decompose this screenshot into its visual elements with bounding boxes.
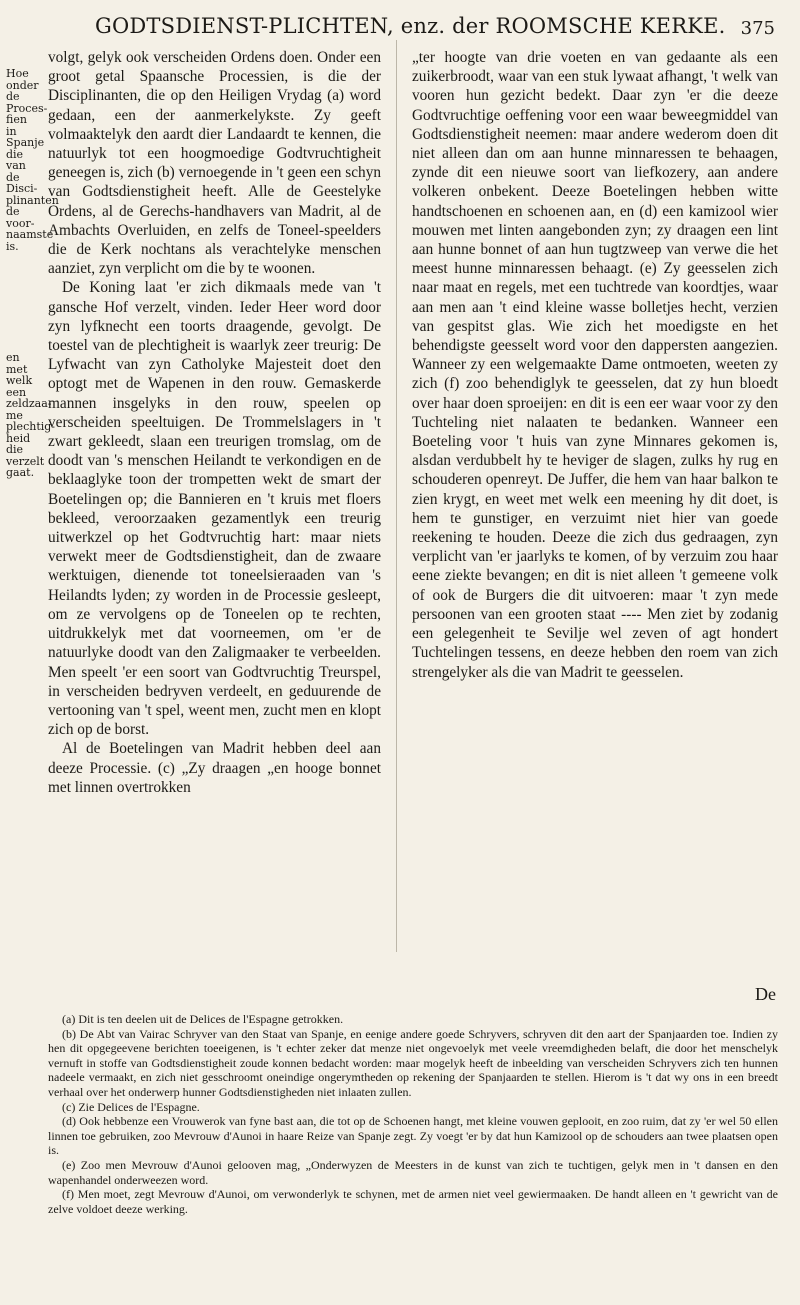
running-title: GODTSDIENST-PLICHTEN, enz. der ROOMSCHE KERKE. (95, 14, 726, 38)
left-paragraph-2: De Koning laat 'er zich dikmaals mede van 't gansche Hof verzelt, vinden. Ieder Heer word door zyn lyfknecht een toorts draagende, gevolgt. De toestel van de plechtigheit is waarlyk zeer treurig: De Lyfwacht van zyn Catholyke Majesteit doet den optogt met de Wapenen in den rouw. Gemaskerde mannen insgelyks in den rouw, speelen op verscheiden speeltuigen. De Trommelslagers in 't zwart gekleedt, slaan een treurigen tromslag, om de doodt van 's menschen Heilandt te verkondigen en de beklaaglyke toon der trompetten wekt de smart der Boetelingen op; die Bannieren en 't kruis met floers bekleed, veroorzaaken gezamentlyk een treurig uitwerkzel op het Godtvruchtig hart: maar niets verwekt meer de Godtsdienstigheit, dan de zwaare werktuigen, dienende tot toneelsieraaden van 's Heilandts lyden; zy worden in de Processie gesleept, om ze vervolgens op de Toneelen op te rechten, uitdrukkelyk met dat voorneemen, om 'er de natuurlyke doodt van den Zaligmaaker te verbeelden. Men speelt 'er een soort van Godtvruchtig Treurspel, in verscheiden bedryven verdeelt, en geduurende de vertooning van 't spel, weent men, zucht men en klopt zich op de borst. (48, 279, 381, 739)
footnote-e: (e) Zoo men Mevrouw d'Aunoi gelooven mag, „Onderwyzen de Meesters in de kunst van zich te tuchtigen, gelyk men in 't dansen en den wapenhandel onderweezen word. (48, 1157, 778, 1187)
footnote-a: (a) Dit is ten deelen uit de Delices de l'Espagne getrokken. (62, 1012, 344, 1026)
footnotes (48, 1012, 778, 1216)
margin-note-processions: Hoe onder de Proces- fien in Spanje die van de Disci- plinanten de voor- naamste is. (6, 67, 59, 253)
running-header (95, 14, 775, 46)
footnote-c: (c) Zie Delices de l'Espagne. (62, 1099, 200, 1114)
left-paragraph-3: Al de Boetelingen van Madrit hebben deel aan deeze Processie. (c) „Zy draagen „en hooge bonnet met linnen overtrokken (48, 740, 381, 796)
left-column (48, 48, 381, 797)
footnote-b: (b) De Abt van Vairac Schryver van den Staat van Spanje, en eenige andere goede Schryvers, schryven dit den aart der Spanjaarden toe. Indien zy hen dit opgegeevene berichten toeeigenen, is 't echter zeker dat menze niet ongevoelyk met veele vreemdigheden belaft, die door het menschelyk vernuft in stoffe van Godtsdienstigheit zoude konnen bedacht worden: maar mogelyk heeft de inbeelding van verscheiden Schryvers zich ten hunnen nadeele vermaakt, en zich niet gesschroomt oneindige ongerymtheden op rekening der Spanjaarden te stellen. Hierom is 't dat wy ons in een breedt verhaal over het onderwerp hunner Godtsdienstigheden niet inlaaten zullen. (48, 1026, 778, 1099)
left-paragraph-1: volgt, gelyk ook verscheiden Ordens doen. Onder een groot getal Spaansche Processien, is die der Disciplinanten, die op den Heiligen Vrydag (a) word gedaan, een der aanmerkelykste. Zy geeft volmaaktelyk den aardt dier Landaardt te kennen, die natuurlyk tot een hoogmoedige Godtvruchtigheit geneegen is, zich (b) vernoegende in 't geen een schyn van Godtsdienstigheit heeft. Alle de Geestelyke Ordens, al de Gerechs-handhavers van Madrit, al de Ambachts Overluiden, en zelfs de Toneel-speelders die de Kerk nochtans als verachtelyke menschen aanziet, zyn verplicht om die by te woonen. (48, 49, 381, 278)
right-column (412, 48, 778, 682)
column-divider (396, 40, 397, 952)
right-paragraph-1: „ter hoogte van drie voeten en van gedaante als een zuikerbroodt, waar van een stuk lywaat afhangt, 't welk van vooren hun gezicht bedekt. Daar zyn 'er die deeze Godtvruchtige oeffening voor een waar beweegmiddel van Godtsdienstigheit neemen: maar andere wederom doen dit niet alleen dan om aan hunne minnaressen te behaagen, zynde dit een nieuwe soort van liefkozery, aan andere volkeren onbekent. Deeze Boetelingen hebben witte handtschoenen en schoenen aan, en (d) een kamizool wier mouwen met linten aangebonden zyn; zy draagen een lint aan hunne bonnet of aan hun tugtzweep van verwe die het meest hunne minnaressen behaagt. (e) Zy geesselen zich naar maat en regels, met een tuchtrede van koordtjes, waar aan men aan 't eind kleine wasse bolletjes hecht, verzien van gespitst glas. Wie zich het moedigste en het behendigste geesselt word voor den dappersten aangezien. Wanneer zy een welgemaakte Dame ontmoeten, weeten zy zich (f) zoo behendiglyk te geesselen, dat zy hun bloedt over haar doen sproeijen: en dit is een eer waar voor zy den Tuchteling niet nalaaten te bedanken. Wanneer een Boeteling voor 't huis van zyne Minnares gekomen is, alsdan verdubbelt hy te heviger de slagen, zulks hy rug en schouderen openreyt. De Juffer, die hem van haar balkon te zien krygt, en weet met welk een meening hy dit doet, is hem te gunstiger, en verzuimt niet hier van goede reekening te houden. Deeze die zich dus gedraagen, zyn verplicht van 'er jaarlyks te komen, of by verzuim zou haar eene ziekte bevangen; en dit is niet alleen 't gemeene volk of ook de Burgers die dit uitvoeren: maar 't zyn mede persoonen van een grooten staat ---- Men ziet by zodanig een gelegenheit te Sevilje wel zeven of agt hondert Tuchtelingen tessens, en deeze hebben den roem van zich strengelyker als die van Madrit te geesselen. (412, 49, 778, 681)
page-number: 375 (740, 18, 775, 39)
margin-note-ceremony: en met welk een zeldzaa- me plechtig- heid die verzelt gaat. (6, 351, 56, 479)
footnote-f: (f) Men moet, zegt Mevrouw d'Aunoi, om verwonderlyk te schynen, met de armen niet veel gewiermaaken. De handt alleen en 't gewricht van de zelve voldoet deeze werking. (48, 1187, 778, 1216)
footnote-d: (d) Ook hebbenze een Vrouwerok van fyne bast aan, die tot op de Schoenen hangt, met kleine vouwen geplooit, en zoo ruim, dat zy 'er wel 50 ellen linnen toe gebruiken, zoo Mevrouw d'Aunoi in haare Reize van Spanje zegt. Zy voegt 'er by dat hun Kamizool op de schouders aan twee plaatsen open is. (48, 1114, 778, 1158)
catchword: De (755, 984, 776, 1004)
